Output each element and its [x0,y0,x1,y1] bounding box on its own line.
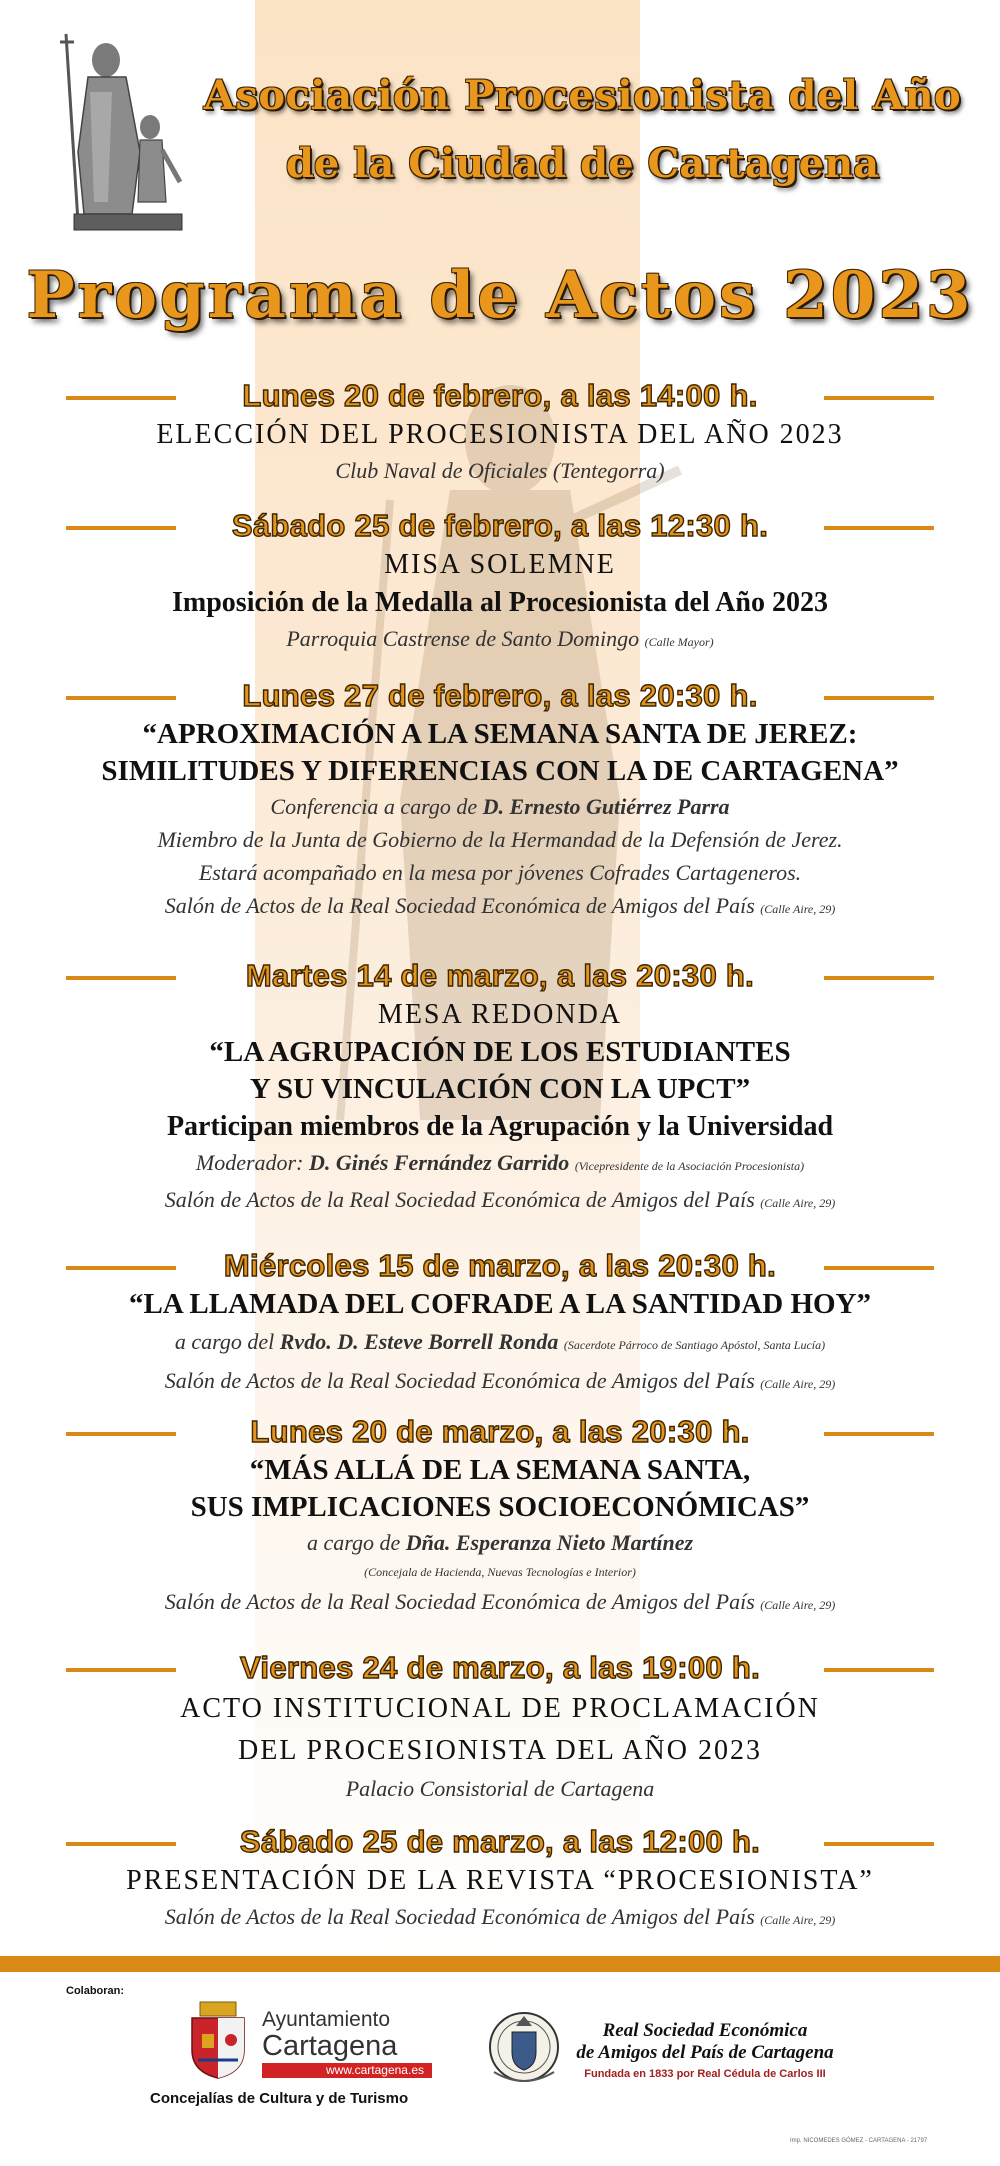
event-speaker: a cargo de Dña. Esperanza Nieto Martínez [306,1530,694,1555]
rse-seal-icon [484,2002,564,2092]
event-date-row [0,1412,1000,1452]
event-place: Salón de Actos de la Real Sociedad Económica de Amigos del País (Calle Aire, 29) [164,893,836,918]
event-speaker-note: (Concejala de Hacienda, Nuevas Tecnologías e Interior) [364,1565,636,1579]
event-place: Salón de Actos de la Real Sociedad Económica de Amigos del País (Calle Aire, 29) [164,1904,836,1929]
event-date-row [0,376,1000,416]
event-date: Lunes 20 de febrero, a las 14:00 h. [242,378,758,413]
divider-rule [824,1668,934,1672]
program-title: Programa de Actos 2023 [26,258,974,333]
event-date: Lunes 20 de marzo, a las 20:30 h. [250,1414,750,1449]
ayuntamiento-url: www.cartagena.es [262,2063,432,2078]
event-date: Miércoles 15 de marzo, a las 20:30 h. [223,1248,777,1283]
ayuntamiento-logo [178,2000,448,2080]
event-title: “LA LLAMADA DEL COFRADE A LA SANTIDAD HOY” [128,1288,872,1320]
event-date-row [0,506,1000,546]
event-title-line1: “MÁS ALLÁ DE LA SEMANA SANTA, [249,1454,751,1486]
event-title-line1: ACTO INSTITUCIONAL DE PROCLAMACIÓN [180,1693,820,1724]
event-2 [0,506,1000,659]
divider-rule [824,1266,934,1270]
rse-founded: Fundada en 1833 por Real Cédula de Carlos III [584,2068,826,2080]
saint-statue-image [48,32,198,232]
event-detail: Estará acompañado en la mesa por jóvenes Cofrades Cartageneros. [198,860,802,885]
event-title-line2: SUS IMPLICACIONES SOCIOECONÓMICAS” [190,1491,810,1523]
event-date: Sábado 25 de febrero, a las 12:30 h. [231,508,769,543]
event-5 [0,1246,1000,1401]
event-date: Lunes 27 de febrero, a las 20:30 h. [242,678,758,713]
event-date-row [0,956,1000,996]
event-subtitle: Imposición de la Medalla al Procesionista del Año 2023 [172,587,828,618]
ayuntamiento-city: Cartagena [262,2030,398,2062]
divider-rule [824,396,934,400]
event-date: Viernes 24 de marzo, a las 19:00 h. [240,1650,760,1685]
event-date: Sábado 25 de marzo, a las 12:00 h. [239,1824,761,1859]
concejalias-label: Concejalías de Cultura y de Turismo [150,2090,409,2107]
event-title: MESA REDONDA [377,999,623,1030]
event-6 [0,1412,1000,1626]
event-title: PRESENTACIÓN DE LA REVISTA “PROCESIONISTA” [126,1865,874,1896]
printer-imprint: Imp. NICOMEDES GÓMEZ - CARTAGENA - 21797 [790,2138,928,2144]
divider-rule [824,976,934,980]
event-8 [0,1822,1000,1937]
rse-name [560,2020,850,2064]
divider-rule [824,1842,934,1846]
event-title-line2: Y SU VINCULACIÓN CON LA UPCT” [249,1073,751,1105]
event-title-line2: SIMILITUDES Y DIFERENCIAS CON LA DE CARTAGENA” [101,755,899,787]
association-title-line1: Asociación Procesionista del Año [203,72,962,119]
event-place: Salón de Actos de la Real Sociedad Económica de Amigos del País (Calle Aire, 29) [164,1368,836,1393]
event-date-row [0,676,1000,716]
event-title: MISA SOLEMNE [384,549,616,580]
event-3 [0,676,1000,926]
event-date: Martes 14 de marzo, a las 20:30 h. [245,958,755,993]
event-place: Palacio Consistorial de Cartagena [345,1776,655,1801]
association-title-line2: de la Ciudad de Cartagena [285,140,880,187]
event-place: Salón de Actos de la Real Sociedad Económica de Amigos del País (Calle Aire, 29) [164,1187,836,1212]
event-speaker: Conferencia a cargo de D. Ernesto Gutiérrez Parra [270,794,730,819]
ayuntamiento-name: Ayuntamiento [262,2008,391,2031]
rse-name-line2: de Amigos del País de Cartagena [576,2042,834,2063]
rse-name-line1: Real Sociedad Económica [602,2020,808,2041]
event-moderator: Moderador: D. Ginés Fernández Garrido (Vicepresidente de la Asociación Procesionista) [195,1150,805,1175]
event-title-line2: DEL PROCESIONISTA DEL AÑO 2023 [238,1735,762,1766]
event-1 [0,376,1000,487]
event-place: Parroquia Castrense de Santo Domingo (Calle Mayor) [286,626,714,651]
divider-rule [824,526,934,530]
event-7 [0,1648,1000,1805]
event-detail: Miembro de la Junta de Gobierno de la Hermandad de la Defensión de Jerez. [157,827,843,852]
event-place: Salón de Actos de la Real Sociedad Económica de Amigos del País (Calle Aire, 29) [164,1589,836,1614]
colaboran-label: Colaboran: [66,1985,125,1997]
event-title-line1: “LA AGRUPACIÓN DE LOS ESTUDIANTES [209,1036,791,1068]
event-title-line1: “APROXIMACIÓN A LA SEMANA SANTA DE JEREZ: [142,718,858,750]
event-subtitle: Participan miembros de la Agrupación y la Universidad [166,1111,834,1142]
event-date-row [0,1648,1000,1688]
cartagena-shield-icon [178,2000,258,2080]
event-speaker: a cargo del Rvdo. D. Esteve Borrell Ronda (Sacerdote Párroco de Santiago Apóstol, Santa Lucía) [174,1329,826,1354]
event-date-row [0,1246,1000,1286]
event-4 [0,956,1000,1220]
event-title: ELECCIÓN DEL PROCESIONISTA DEL AÑO 2023 [156,419,844,450]
footer-divider-bar [0,1956,1000,1972]
event-date-row [0,1822,1000,1862]
divider-rule [824,696,934,700]
event-place: Club Naval de Oficiales (Tentegorra) [335,458,665,483]
divider-rule [824,1432,934,1436]
